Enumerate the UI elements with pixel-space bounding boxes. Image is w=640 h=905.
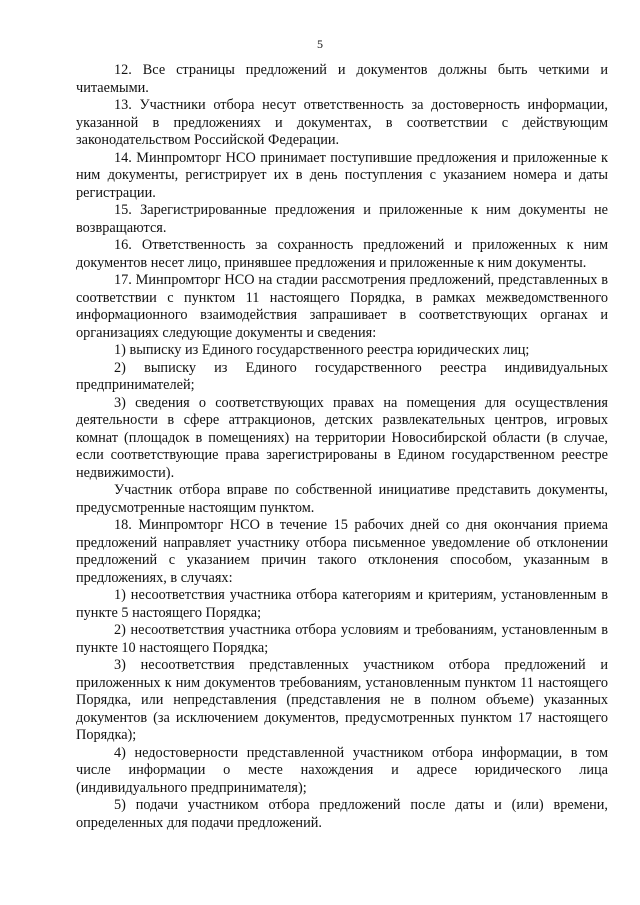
page-number: 5 <box>317 37 323 51</box>
document-body <box>76 62 608 832</box>
paragraph-subitem-18-2: 2) несоответствия участника отбора условиям и требованиям, установленным в пункте 10 настоящего Порядка; <box>76 622 608 656</box>
paragraph-subitem-18-1: 1) несоответствия участника отбора категориям и критериям, установленным в пункте 5 настоящего Порядка; <box>76 587 608 621</box>
paragraph-item-18: 18. Минпромторг НСО в течение 15 рабочих дней со дня окончания приема предложений направляет участнику отбора письменное уведомление об отклонении предложений с указанием причин такого отклонения способом, указанным в предложениях, в случаях: <box>76 517 608 586</box>
paragraph-subitem-18-5: 5) подачи участником отбора предложений после даты и (или) времени, определенных для подачи предложений. <box>76 797 608 831</box>
paragraph-subitem-17-3: 3) сведения о соответствующих правах на помещения для осуществления деятельности в сфере аттракционов, детских развлекательных центров, игровых комнат (площадок в помещениях) на территории Новосибирской области (в случае, если соответствующие права зарегистрированы в Едином государственном реестре недвижимости). <box>76 394 608 481</box>
paragraph-item-14: 14. Минпромторг НСО принимает поступившие предложения и приложенные к ним документы, регистрирует их в день поступления с указанием номера и даты регистрации. <box>76 149 608 201</box>
paragraph-item-17: 17. Минпромторг НСО на стадии рассмотрения предложений, представленных в соответствии с пунктом 11 настоящего Порядка, в рамках межведомственного информационного взаимодействия запрашивает в соответствующих органах и организациях следующие документы и сведения: <box>76 272 608 341</box>
paragraph-item-15: 15. Зарегистрированные предложения и приложенные к ним документы не возвращаются. <box>76 202 608 236</box>
paragraph-note-17: Участник отбора вправе по собственной инициативе представить документы, предусмотренные настоящим пунктом. <box>76 482 608 516</box>
paragraph-subitem-17-2: 2) выписку из Единого государственного реестра индивидуальных предпринимателей; <box>76 359 608 393</box>
paragraph-subitem-17-1: 1) выписку из Единого государственного реестра юридических лиц; <box>114 342 530 358</box>
paragraph-item-12: 12. Все страницы предложений и документов должны быть четкими и читаемыми. <box>76 62 608 96</box>
paragraph-item-13: 13. Участники отбора несут ответственность за достоверность информации, указанной в предложениях и документах, в соответствии с действующим законодательством Российской Федерации. <box>76 97 608 148</box>
paragraph-item-16: 16. Ответственность за сохранность предложений и приложенных к ним документов несет лицо, принявшее предложения и приложенные к ним документы. <box>76 237 608 271</box>
paragraph-subitem-18-4: 4) недостоверности представленной участником отбора информации, в том числе информации о месте нахождения и адресе юридического лица (индивидуального предпринимателя); <box>76 744 608 796</box>
paragraph-subitem-18-3: 3) несоответствия представленных участником отбора предложений и приложенных к ним документов требованиям, установленным пунктом 11 настоящего Порядка, или непредставления (представления не в полном объеме) указанных документов (за исключением документов, предусмотренных пунктом 17 настоящего Порядка); <box>76 657 608 743</box>
